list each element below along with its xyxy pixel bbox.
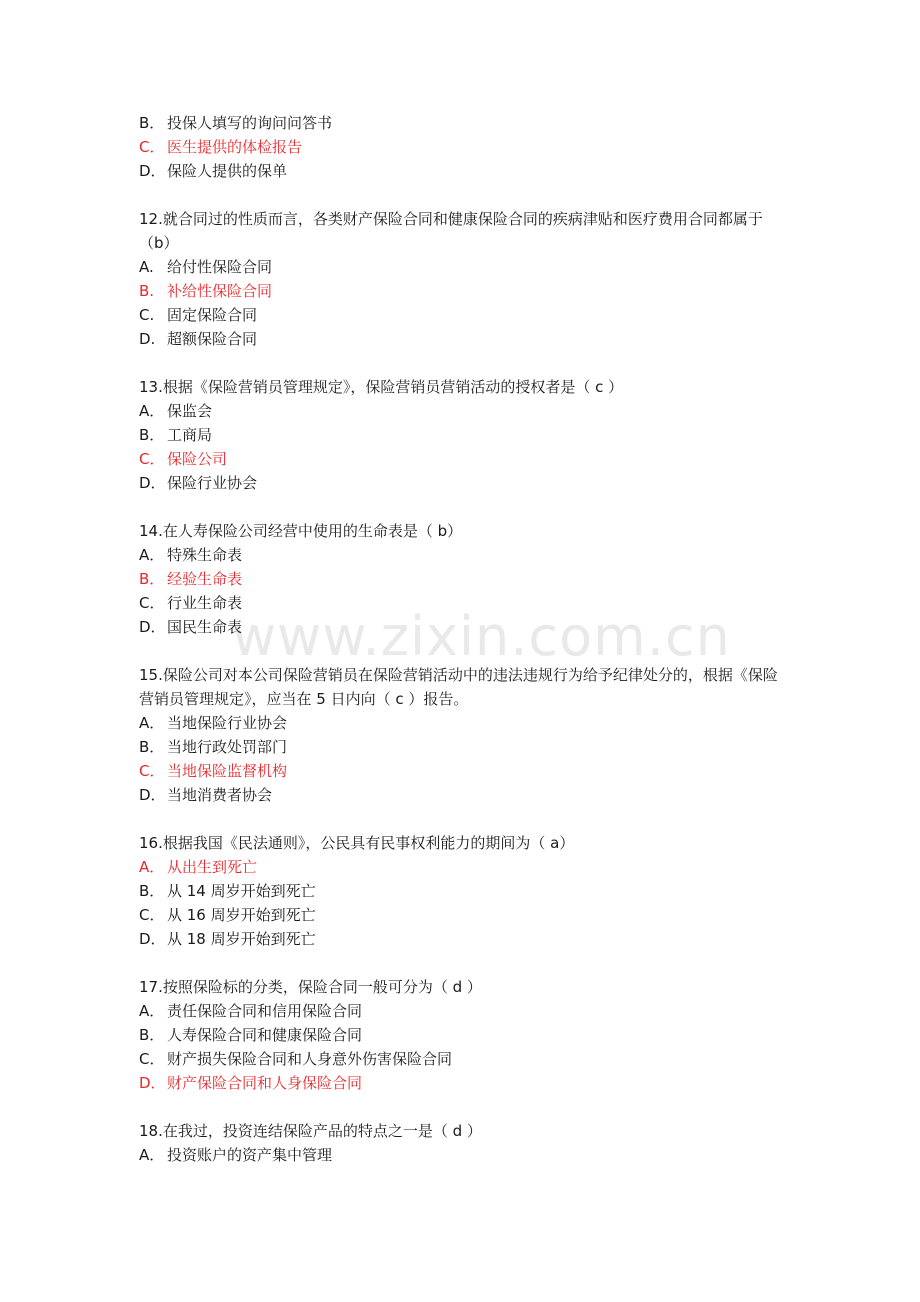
option-a-correct — [139, 855, 789, 879]
option-letter: D． — [139, 618, 166, 636]
option-letter: D. — [139, 330, 156, 348]
option-d — [139, 927, 789, 951]
option-text: 当地行政处罚部门 — [167, 738, 288, 756]
option-c-correct — [139, 447, 789, 471]
option-letter: C． — [139, 762, 165, 780]
option-letter: D． — [139, 1074, 166, 1092]
option-letter: D． — [139, 162, 166, 180]
option-letter: D． — [139, 786, 166, 804]
option-a — [139, 1143, 789, 1167]
option-text: 保险行业协会 — [167, 474, 258, 492]
option-a — [139, 999, 789, 1023]
option-text: 当地消费者协会 — [167, 786, 273, 804]
option-letter: C. — [139, 306, 155, 324]
option-a — [139, 711, 789, 735]
option-letter: B. — [139, 282, 155, 300]
question-12 — [139, 207, 789, 351]
question-15 — [139, 663, 789, 807]
option-a — [139, 399, 789, 423]
option-text: 保监会 — [167, 402, 213, 420]
option-b — [139, 735, 789, 759]
option-b — [139, 111, 789, 135]
option-letter: A． — [139, 858, 165, 876]
option-text: 从 18 周岁开始到死亡 — [167, 930, 316, 948]
watermark: www.zixin.com.cn — [232, 605, 731, 668]
option-letter: C． — [139, 138, 165, 156]
option-c-correct — [139, 135, 789, 159]
option-c — [139, 591, 789, 615]
option-letter: B． — [139, 882, 165, 900]
option-letter: A． — [139, 714, 165, 732]
question-stem: 16.根据我国《民法通则》，公民具有民事权利能力的期间为（ a） — [139, 834, 575, 852]
option-letter: C． — [139, 906, 165, 924]
option-text: 保险人提供的保单 — [167, 162, 288, 180]
question-stem: 15.保险公司对本公司保险营销员在保险营销活动中的违法违规行为给予纪律处分的，根据《保险营销员管理规定》，应当在 5 日内向（ c ）报告。 — [139, 666, 778, 708]
question-16 — [139, 831, 789, 951]
option-text: 从 16 周岁开始到死亡 — [167, 906, 316, 924]
option-a — [139, 543, 789, 567]
option-text: 行业生命表 — [167, 594, 243, 612]
option-b — [139, 423, 789, 447]
question-17 — [139, 975, 789, 1095]
option-text: 当地保险行业协会 — [167, 714, 288, 732]
option-letter: A． — [139, 1146, 165, 1164]
option-text: 从 14 周岁开始到死亡 — [167, 882, 316, 900]
option-text: 责任保险合同和信用保险合同 — [167, 1002, 363, 1020]
option-letter: B． — [139, 114, 165, 132]
option-letter: B． — [139, 570, 165, 588]
option-letter: D． — [139, 930, 166, 948]
option-b-correct — [139, 279, 789, 303]
question-18 — [139, 1119, 789, 1167]
option-letter: A． — [139, 546, 165, 564]
option-text: 经验生命表 — [167, 570, 243, 588]
option-letter: B． — [139, 426, 165, 444]
option-letter: C． — [139, 594, 165, 612]
question-13 — [139, 375, 789, 495]
option-text: 保险公司 — [167, 450, 228, 468]
option-letter: B． — [139, 738, 165, 756]
option-d — [139, 159, 789, 183]
option-d — [139, 471, 789, 495]
question-stem: 18.在我过，投资连结保险产品的特点之一是（ d ） — [139, 1122, 482, 1140]
question-stem: 13.根据《保险营销员管理规定》，保险营销员营销活动的授权者是（ c ） — [139, 378, 624, 396]
option-letter: C． — [139, 450, 165, 468]
question-14 — [139, 519, 789, 639]
option-c-correct — [139, 759, 789, 783]
question-stem: 17.按照保险标的分类，保险合同一般可分为（ d ） — [139, 978, 482, 996]
question-list — [139, 111, 789, 1167]
option-c — [139, 903, 789, 927]
option-text: 医生提供的体检报告 — [167, 138, 303, 156]
question-stem: 12.就合同过的性质而言，各类财产保险合同和健康保险合同的疾病津贴和医疗费用合同都属于（b） — [139, 210, 763, 252]
option-letter: A. — [139, 258, 154, 276]
option-text: 投资账户的资产集中管理 — [167, 1146, 333, 1164]
option-text: 财产保险合同和人身保险合同 — [167, 1074, 363, 1092]
option-text: 特殊生命表 — [167, 546, 243, 564]
option-c — [139, 1047, 789, 1071]
option-letter: D． — [139, 474, 166, 492]
option-c — [139, 303, 789, 327]
option-letter: A． — [139, 402, 165, 420]
option-b — [139, 1023, 789, 1047]
option-text: 工商局 — [167, 426, 213, 444]
question-11 — [139, 111, 789, 183]
option-letter: A． — [139, 1002, 165, 1020]
option-b-correct — [139, 567, 789, 591]
option-text: 国民生命表 — [167, 618, 243, 636]
option-d — [139, 327, 789, 351]
option-text: 从出生到死亡 — [167, 858, 258, 876]
option-text: 给付性保险合同 — [167, 258, 273, 276]
option-text: 投保人填写的询问问答书 — [167, 114, 333, 132]
option-text: 当地保险监督机构 — [167, 762, 288, 780]
option-text: 财产损失保险合同和人身意外伤害保险合同 — [167, 1050, 453, 1068]
option-text: 补给性保险合同 — [167, 282, 273, 300]
option-text: 人寿保险合同和健康保险合同 — [167, 1026, 363, 1044]
option-letter: B． — [139, 1026, 165, 1044]
option-text: 超额保险合同 — [167, 330, 258, 348]
option-a — [139, 255, 789, 279]
option-d-correct — [139, 1071, 789, 1095]
option-d — [139, 783, 789, 807]
option-text: 固定保险合同 — [167, 306, 258, 324]
option-b — [139, 879, 789, 903]
option-d — [139, 615, 789, 639]
option-letter: C． — [139, 1050, 165, 1068]
question-stem: 14.在人寿保险公司经营中使用的生命表是（ b） — [139, 522, 463, 540]
